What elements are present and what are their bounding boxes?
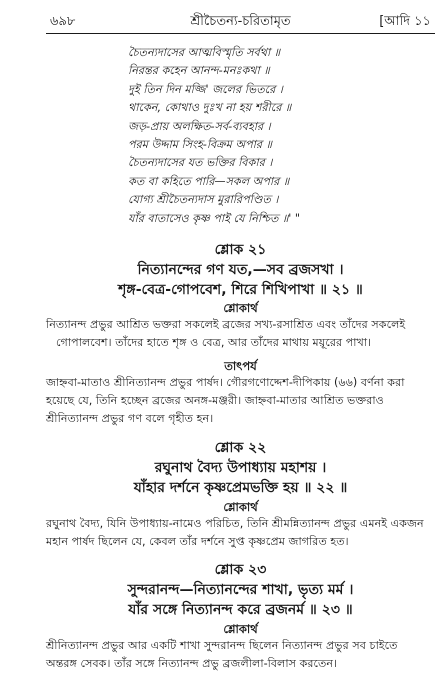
sloka-22-title: শ্লোক ২২: [214, 440, 267, 456]
verse-line: চৈতন্যদাসের যত ভক্তির বিকার ।: [128, 156, 273, 170]
verse-line: যাঁর বাতাসেও কৃষ্ণ পাই যে নিশ্চিত ॥' ": [128, 211, 301, 225]
sloka-23-line-2: যাঁর সঙ্গে নিত্যানন্দ করে ব্রজনর্ম ॥ ২৩ ॥: [128, 602, 353, 618]
verse-line: থাকেন, কোথাও দুঃখ না হয় শরীরে ॥: [128, 101, 292, 115]
paragraph-line: অন্তরঙ্গ সেবক। তাঁর সঙ্গে নিত্যানন্দ প্রভু ব্রজলীলা-বিলাস করতেন।: [46, 657, 338, 670]
sloka-22-line-1: রঘুনাথ বৈদ্য উপাধ্যায় মহাশয় ।: [154, 460, 327, 476]
sloka-21-line-1: নিত্যানন্দের গণ যত,—সব ব্রজসখা ।: [137, 262, 344, 278]
sloka-22-translation: [46, 515, 435, 551]
header-rule: [46, 33, 435, 34]
running-title: শ্রীচৈতন্য-চরিতামৃত: [190, 14, 291, 29]
sloka-23-title: শ্লোক ২৩: [214, 562, 267, 578]
verse-line: নিরন্তর কহেন আনন্দ-মনঃকথা ॥: [128, 64, 270, 78]
verse-line: কত বা কহিতে পারি—সকল অপার ॥: [128, 174, 290, 188]
sloka-22-line-2: যাঁহার দর্শনে কৃষ্ণপ্রেমভক্তি হয় ॥ ২২ ॥: [133, 480, 348, 496]
verse-line: দুই তিন দিন মজ্জি' জলের ভিতরে ।: [128, 82, 283, 96]
paragraph-line: মহান পার্ষদ ছিলেন যে, কেবল তাঁর দর্শনে সুপ্ত কৃষ্ণপ্রেম জাগরিত হত।: [46, 535, 349, 548]
paragraph-line: শ্রীনিত্যানন্দ প্রভুর গণ বলে গৃহীত হন।: [46, 412, 214, 425]
verse-line: পরম উদ্দাম সিংহ-বিক্রম অপার ॥: [128, 138, 272, 152]
sloka-21-line-2: শৃঙ্গ-বেত্র-গোপবেশ, শিরে শিখিপাখা ॥ ২১ ॥: [118, 282, 363, 298]
verse-line: চৈতন্যদাসের আত্মবিস্মৃতি সর্বথা ॥: [128, 46, 281, 59]
sloka-22-translation-title: শ্লোকার্থ: [223, 500, 258, 514]
page-number: ৬৯৮: [50, 14, 76, 29]
sloka-23-translation-title: শ্লোকার্থ: [223, 622, 258, 636]
page-header: [50, 12, 431, 34]
paragraph-line: হয়েছে যে, তিনি হচ্ছেন ব্রজের অনঙ্গ-মঞ্জরী। জাহ্নবা-মাতার আশ্রিত ভক্তরাও: [46, 394, 384, 407]
sloka-23-translation: [46, 637, 435, 673]
paragraph-line: শ্রীনিত্যানন্দ প্রভুর আর একটি শাখা সুন্দরানন্দ ছিলেন নিত্যানন্দ প্রভুর সব চাইতে: [46, 639, 398, 652]
sloka-21-purport: [46, 374, 435, 428]
verse-line: যোগ্য শ্রীচৈতন্যদাস মুরারিপণ্ডিত ।: [128, 193, 279, 207]
sloka-21-purport-title: তাৎপর্য: [224, 359, 257, 373]
chapter-marker: [আদি ১১: [379, 14, 431, 29]
sloka-23-line-1: সুন্দরানন্দ—নিত্যানন্দের শাখা, ভৃত্য মর্ম ।: [127, 582, 354, 598]
sloka-21-title: শ্লোক ২১: [214, 242, 267, 258]
sloka-21-translation-title: শ্লোকার্থ: [223, 301, 258, 315]
sloka-21-translation: [46, 316, 435, 352]
verse-line: জড়-প্রায় অলক্ষিত-সর্ব-ব্যবহার ।: [128, 119, 271, 133]
paragraph-line: নিত্যানন্দ প্রভুর আশ্রিত ভক্তরা সকলেই ব্রজের সখ্য-রসাশ্রিত এবং তাঁদের সকলেই: [46, 318, 406, 331]
paragraph-line: জাহ্নবা-মাতাও শ্রীনিত্যানন্দ প্রভুর পার্ষদ। গৌরগণোদ্দেশ-দীপিকায় (৬৬) বর্ণনা করা: [46, 376, 405, 389]
paragraph-line: গোপালবেশ। তাঁদের হাতে শৃঙ্গ ও বেত্র, আর তাঁদের মাথায় ময়ূরের পাখা।: [56, 336, 372, 349]
continued-verse-block: [128, 44, 428, 228]
paragraph-line: রঘুনাথ বৈদ্য, যিনি উপাধ্যায়-নামেও পরিচিত, তিনি শ্রীমন্নিত্যানন্দ প্রভুর এমনই একজন: [46, 517, 424, 530]
